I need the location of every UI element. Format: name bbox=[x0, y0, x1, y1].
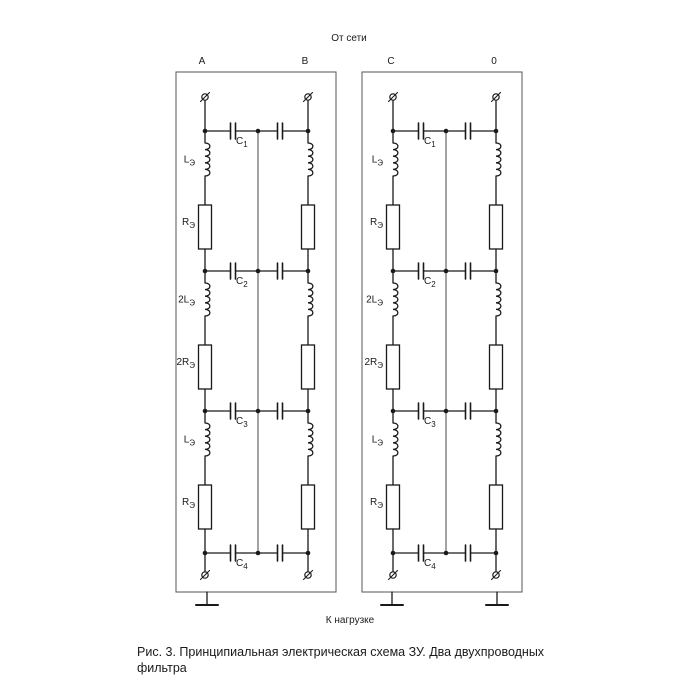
filter-2-res-label-2 bbox=[364, 357, 383, 370]
filter-2-cap-3-a bbox=[419, 403, 424, 419]
filter-2-stage-2-right-inductor bbox=[496, 283, 501, 316]
filter-1-cap-label-4-main: C bbox=[236, 558, 244, 569]
filter-1-res-label-3-main: R bbox=[182, 497, 190, 508]
filter-2-cap-1-b bbox=[466, 123, 471, 139]
filter-2-node-mid-3 bbox=[444, 409, 449, 414]
filter-1-stage-2-left-resistor bbox=[199, 345, 212, 389]
filter-1-cap-label-1 bbox=[236, 136, 248, 149]
filter-2-stage-2-left-resistor bbox=[387, 345, 400, 389]
filter-2-ind-label-1 bbox=[372, 155, 384, 168]
filter-2-stage-1-right-resistor bbox=[490, 205, 503, 249]
filter-2-ind-label-1-main: L bbox=[371, 154, 378, 166]
filter-1-res-label-3-sub: Э bbox=[189, 501, 195, 510]
filter-2-node-mid-1 bbox=[444, 129, 449, 134]
filter-1-node-mid-4 bbox=[256, 551, 261, 556]
filter-1-cap-label-1-sub: 1 bbox=[243, 140, 248, 149]
filter-1-output-terminal-left bbox=[201, 571, 210, 580]
filter-2-cap-label-1-sub: 1 bbox=[431, 140, 436, 149]
filter-1-cap-label-1-main: C bbox=[236, 136, 244, 147]
filter-1-input-terminal-left bbox=[201, 93, 210, 102]
filter-1-stage-1-left-resistor bbox=[199, 205, 212, 249]
filter-1-node-mid-1 bbox=[256, 129, 261, 134]
filter-2-stage-2-left-inductor bbox=[393, 283, 398, 316]
filter-1-cap-label-2-sub: 2 bbox=[243, 280, 248, 289]
filter-2-res-label-1-sub: Э bbox=[377, 221, 383, 230]
filter-2-res-label-3-sub: Э bbox=[377, 501, 383, 510]
filter-2-res-label-3 bbox=[370, 497, 383, 510]
load-label: К нагрузке bbox=[325, 615, 375, 626]
filter-1-cap-label-2-main: C bbox=[236, 276, 244, 287]
filter-2-res-label-1 bbox=[370, 217, 383, 230]
filter-2-cap-2-a bbox=[419, 263, 424, 279]
filter-1-res-label-2-sub: Э bbox=[189, 361, 195, 370]
filter-2-cap-label-3 bbox=[424, 416, 436, 429]
filter-2-cap-label-1-main: C bbox=[424, 136, 432, 147]
filter-2-node-mid-2 bbox=[444, 269, 449, 274]
filter-1-stage-3-right-inductor bbox=[308, 423, 313, 456]
filter-1-cap-label-3 bbox=[236, 416, 248, 429]
filter-1-ind-label-1 bbox=[184, 155, 196, 168]
filter-2-cap-label-2 bbox=[424, 276, 436, 289]
filter-2-cap-1-a bbox=[419, 123, 424, 139]
filter-1-node-mid-2 bbox=[256, 269, 261, 274]
filter-2-terminal-left: C bbox=[387, 56, 395, 67]
filter-1-cap-1-a bbox=[231, 123, 236, 139]
filter-1-ind-label-3 bbox=[184, 435, 196, 448]
filter-2-cap-3-b bbox=[466, 403, 471, 419]
filter-2 bbox=[362, 56, 522, 605]
filter-1-cap-1-b bbox=[278, 123, 283, 139]
filter-2-res-label-1-main: R bbox=[370, 217, 378, 228]
filter-1-cap-2-a bbox=[231, 263, 236, 279]
filter-2-cap-4-b bbox=[466, 545, 471, 561]
caption-line-2: фильтра bbox=[137, 661, 187, 675]
filter-1-ind-label-3-main: L bbox=[183, 434, 190, 446]
filter-1-terminal-left: A bbox=[198, 56, 206, 67]
filter-1-ind-label-2-sub: Э bbox=[189, 298, 195, 308]
filter-1-node-mid-3 bbox=[256, 409, 261, 414]
filter-2-output-terminal-left bbox=[389, 571, 398, 580]
filter-2-stage-2-right-resistor bbox=[490, 345, 503, 389]
filter-2-stage-1-left-inductor bbox=[393, 143, 398, 176]
filter-2-terminal-right: 0 bbox=[491, 56, 497, 67]
filter-2-stage-3-right-inductor bbox=[496, 423, 501, 456]
filter-1-cap-label-3-main: C bbox=[236, 416, 244, 427]
filter-1-stage-2-left-inductor bbox=[205, 283, 210, 316]
filter-2-ind-label-2-main: 2L bbox=[366, 294, 378, 306]
filter-1-stage-1-left-inductor bbox=[205, 143, 210, 176]
filter-1-cap-label-2 bbox=[236, 276, 248, 289]
filter-2-ind-label-3-sub: Э bbox=[377, 438, 383, 448]
filter-1-stage-3-left-inductor bbox=[205, 423, 210, 456]
filter-2-cap-4-a bbox=[419, 545, 424, 561]
filter-2-cap-label-1 bbox=[424, 136, 436, 149]
filter-1-stage-2-right-inductor bbox=[308, 283, 313, 316]
filter-1-terminal-right: B bbox=[301, 56, 309, 67]
filter-1-res-label-3 bbox=[182, 497, 195, 510]
filter-2-output-terminal-right bbox=[492, 571, 501, 580]
filter-1-cap-label-4 bbox=[236, 558, 248, 571]
filter-1-input-terminal-right bbox=[304, 93, 313, 102]
filter-2-res-label-2-sub: Э bbox=[377, 361, 383, 370]
filter-2-ind-label-1-sub: Э bbox=[377, 158, 383, 168]
filter-2-cap-2-b bbox=[466, 263, 471, 279]
filter-2-stage-3-left-resistor bbox=[387, 485, 400, 529]
filter-2-res-label-2-main: 2R bbox=[364, 357, 378, 368]
filter-2-cap-label-2-sub: 2 bbox=[431, 280, 436, 289]
filter-2-cap-label-3-sub: 3 bbox=[431, 420, 436, 429]
filter-2-stage-3-right-resistor bbox=[490, 485, 503, 529]
filter-1-stage-1-right-resistor bbox=[302, 205, 315, 249]
filter-1-res-label-1 bbox=[182, 217, 195, 230]
filter-1-cap-2-b bbox=[278, 263, 283, 279]
filter-2-circuit bbox=[364, 93, 508, 606]
filter-2-input-terminal-left bbox=[389, 93, 398, 102]
filter-1-stage-2-right-resistor bbox=[302, 345, 315, 389]
filter-2-input-terminal-right bbox=[492, 93, 501, 102]
filter-1-cap-label-4-sub: 4 bbox=[243, 562, 248, 571]
filter-1-ind-label-2 bbox=[178, 295, 195, 308]
filter-1-output-terminal-right bbox=[304, 571, 313, 580]
filter-1-res-label-2 bbox=[176, 357, 195, 370]
filter-2-cap-label-2-main: C bbox=[424, 276, 432, 287]
filter-2-stage-1-right-inductor bbox=[496, 143, 501, 176]
figure-caption bbox=[137, 644, 577, 676]
filter-1-res-label-1-main: R bbox=[182, 217, 190, 228]
filter-2-ind-label-3 bbox=[372, 435, 384, 448]
filter-1-cap-4-b bbox=[278, 545, 283, 561]
filter-1-ind-label-2-main: 2L bbox=[178, 294, 190, 306]
filter-1 bbox=[176, 56, 336, 605]
filter-2-cap-label-4 bbox=[424, 558, 436, 571]
filter-2-cap-label-4-sub: 4 bbox=[431, 562, 436, 571]
filter-2-cap-label-4-main: C bbox=[424, 558, 432, 569]
filter-2-ind-label-2-sub: Э bbox=[377, 298, 383, 308]
filter-2-node-mid-4 bbox=[444, 551, 449, 556]
caption-line-1: Рис. 3. Принципиальная электрическая схема ЗУ. Два двухпроводных bbox=[137, 645, 545, 659]
filter-2-cap-label-3-main: C bbox=[424, 416, 432, 427]
filter-1-res-label-2-main: 2R bbox=[176, 357, 190, 368]
filter-2-ind-label-2 bbox=[366, 295, 383, 308]
source-label: От сети bbox=[331, 33, 367, 44]
filter-1-cap-3-b bbox=[278, 403, 283, 419]
filter-2-ind-label-3-main: L bbox=[371, 434, 378, 446]
filter-1-ind-label-1-sub: Э bbox=[189, 158, 195, 168]
filter-1-ind-label-1-main: L bbox=[183, 154, 190, 166]
filter-1-ind-label-3-sub: Э bbox=[189, 438, 195, 448]
filter-1-cap-label-3-sub: 3 bbox=[243, 420, 248, 429]
filter-1-circuit bbox=[176, 93, 314, 606]
filter-1-cap-4-a bbox=[231, 545, 236, 561]
filter-1-cap-3-a bbox=[231, 403, 236, 419]
filter-1-stage-3-right-resistor bbox=[302, 485, 315, 529]
filter-2-stage-1-left-resistor bbox=[387, 205, 400, 249]
filter-2-res-label-3-main: R bbox=[370, 497, 378, 508]
filter-1-stage-1-right-inductor bbox=[308, 143, 313, 176]
filter-1-stage-3-left-resistor bbox=[199, 485, 212, 529]
filter-1-res-label-1-sub: Э bbox=[189, 221, 195, 230]
filter-2-stage-3-left-inductor bbox=[393, 423, 398, 456]
